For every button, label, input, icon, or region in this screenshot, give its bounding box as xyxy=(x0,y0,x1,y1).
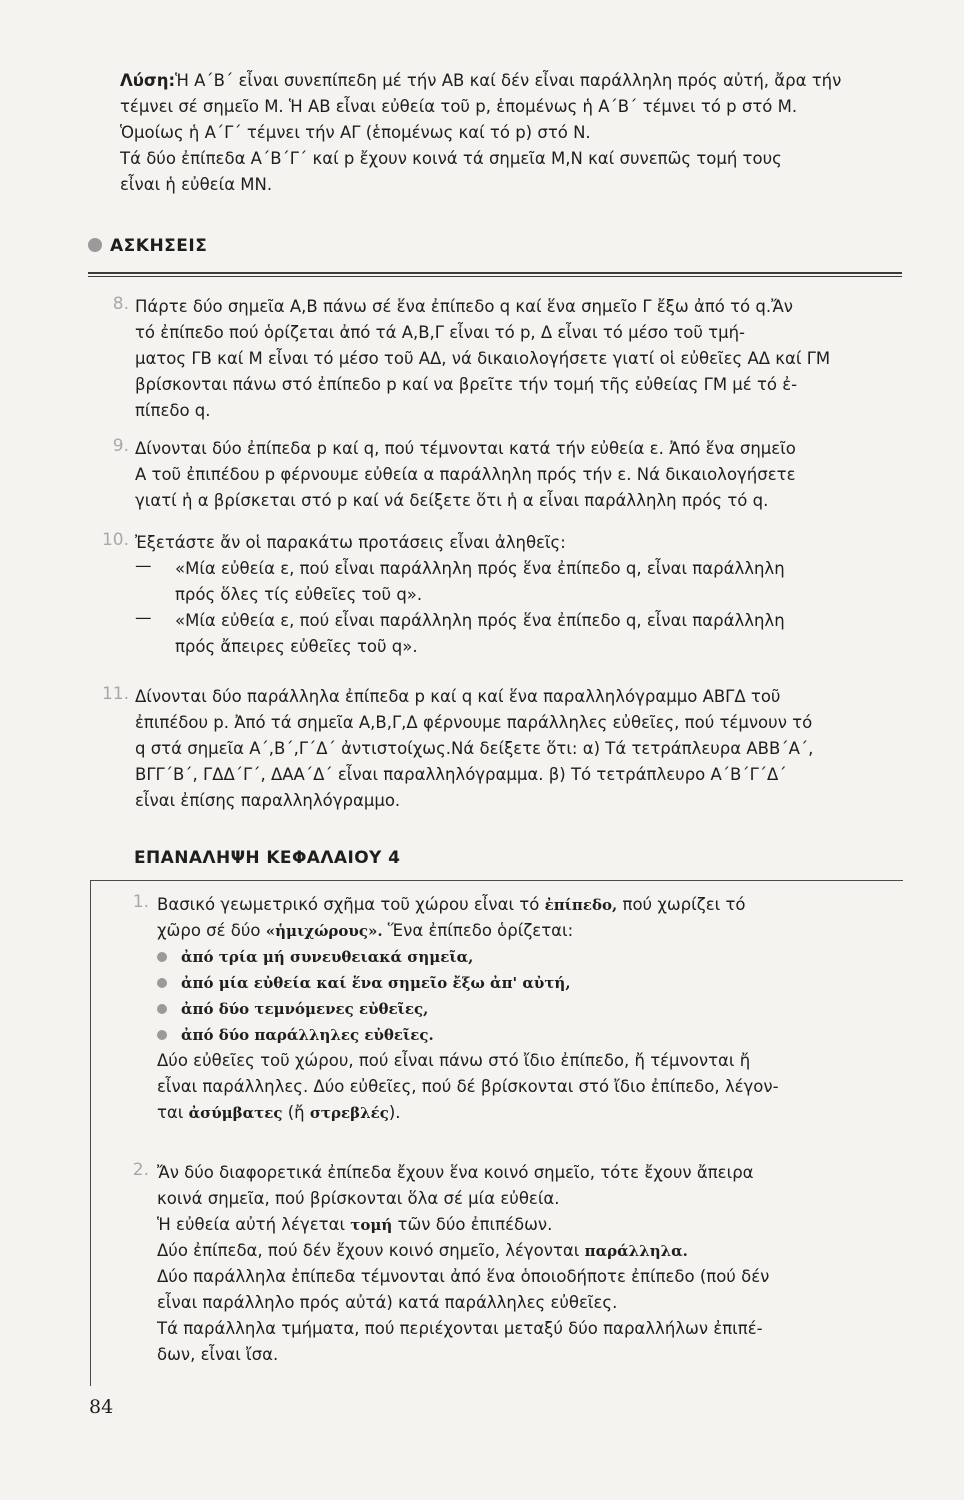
exercise-line: ΒΓΓ΄Β΄, ΓΔΔ΄Γ΄, ΔΑΑ΄Δ΄ εἶναι παραλληλόγραμμα. β) Τό τετράπλευρο Α΄Β΄Γ΄Δ΄ xyxy=(135,765,787,784)
review-line xyxy=(157,1212,902,1238)
text: χῶρο σέ δύο xyxy=(157,921,266,940)
solution-line-3: Ὁμοίως ἡ Α΄Γ΄ τέμνει τήν ΑΓ (ἑπομένως καί τό p) στό Ν. xyxy=(120,123,591,142)
bullet-item xyxy=(157,996,902,1022)
bullet-text: ἀπό τρία μή συνευθειακά σημεῖα, xyxy=(181,948,474,966)
term-bold: τομή xyxy=(350,1216,393,1234)
dash-item xyxy=(135,608,905,660)
dash-marker: — xyxy=(135,608,152,627)
text: Δύο ἐπίπεδα, πού δέν ἔχουν κοινό σημεῖο, λέγονται xyxy=(157,1241,585,1260)
exercise-line: «Μία εὐθεία ε, πού εἶναι παράλληλη πρός ἕνα ἐπίπεδο q, εἶναι παράλληλη xyxy=(175,611,785,630)
exercise-line: ἐπιπέδου p. Ἀπό τά σημεῖα Α,Β,Γ,Δ φέρνουμε παράλληλες εὐθεῖες, πού τέμνουν τό xyxy=(135,713,813,732)
exercise-line: Πάρτε δύο σημεῖα Α,Β πάνω σέ ἕνα ἐπίπεδο q καί ἕνα σημεῖο Γ ἔξω ἀπό τό q.Ἄν xyxy=(135,297,793,316)
exercise-line: Ἐξετάστε ἄν οἱ παρακάτω προτάσεις εἶναι ἀληθεῖς: xyxy=(135,533,566,552)
bullet-item xyxy=(157,1022,902,1048)
exercises-heading xyxy=(88,236,900,256)
review-line xyxy=(157,1238,902,1264)
exercise-10 xyxy=(101,530,905,660)
review-line: Τά παράλληλα τμήματα, πού περιέχονται μεταξύ δύο παραλλήλων ἐπιπέ- xyxy=(157,1319,763,1338)
exercise-line: Α τοῦ ἐπιπέδου p φέρνουμε εὐθεία α παράλληλη πρός τήν ε. Νά δικαιολογήσετε xyxy=(135,465,796,484)
exercise-line: ματος ΓΒ καί Μ εἶναι τό μέσο τοῦ ΑΔ, νά δικαιολογήσετε γιατί οἱ εὐθεῖες ΑΔ καί ΓΜ xyxy=(135,349,831,368)
exercise-line: Δίνονται δύο ἐπίπεδα p καί q, πού τέμνονται κατά τήν εὐθεία ε. Ἀπό ἕνα σημεῖο xyxy=(135,439,796,458)
review-line xyxy=(157,918,902,944)
review-line: Ἄν δύο διαφορετικά ἐπίπεδα ἔχουν ἕνα κοινό σημεῖο, τότε ἔχουν ἄπειρα xyxy=(157,1163,754,1182)
bullet-item xyxy=(157,944,902,970)
term-bold: ἐπίπεδο, xyxy=(544,896,618,914)
text: ται xyxy=(157,1103,189,1122)
text: Βασικό γεωμετρικό σχῆμα τοῦ χώρου εἶναι τό xyxy=(157,895,545,914)
solution-label: Λύση: xyxy=(120,71,176,90)
solution-paragraph xyxy=(120,68,910,198)
exercise-number: 10. xyxy=(101,530,129,550)
review-number: 2. xyxy=(132,1160,149,1180)
section-divider xyxy=(88,272,902,277)
review-line: εἶναι παράλληλες. Δύο εὐθεῖες, πού δέ βρίσκονται στό ἴδιο ἐπίπεδο, λέγον- xyxy=(157,1077,779,1096)
bullet-icon xyxy=(157,978,167,988)
text: ). xyxy=(388,1103,401,1122)
dash-item xyxy=(135,556,905,608)
page-number: 84 xyxy=(89,1396,114,1418)
exercise-line: τό ἐπίπεδο πού ὁρίζεται ἀπό τά Α,Β,Γ εἶναι τό p, Δ εἶναι τό μέσο τοῦ τμή- xyxy=(135,323,746,342)
review-number: 1. xyxy=(132,892,149,912)
text: Ἕνα ἐπίπεδο ὁρίζεται: xyxy=(382,921,574,940)
solution-line-2: τέμνει σέ σημεῖο Μ. Ἡ ΑΒ εἶναι εὐθεία τοῦ p, ἑπομένως ἡ Α΄Β΄ τέμνει τό p στό Μ. xyxy=(120,97,798,116)
exercise-11 xyxy=(101,684,905,814)
solution-line-4: Τά δύο ἐπίπεδα Α΄Β΄Γ΄ καί p ἔχουν κοινά τά σημεῖα Μ,Ν καί συνεπῶς τομή τους xyxy=(120,149,782,168)
bullet-icon xyxy=(157,1030,167,1040)
text: τῶν δύο ἐπιπέδων. xyxy=(392,1215,553,1234)
exercise-line: πρός ἄπειρες εὐθεῖες τοῦ q». xyxy=(175,637,418,656)
text: πού χωρίζει τό xyxy=(617,895,746,914)
exercise-line: Δίνονται δύο παράλληλα ἐπίπεδα p καί q καί ἕνα παραλληλόγραμμο ΑΒΓΔ τοῦ xyxy=(135,687,781,706)
exercise-number: 8. xyxy=(112,294,129,314)
text: (ἤ xyxy=(282,1103,310,1122)
exercise-line: πρός ὅλες τίς εὐθεῖες τοῦ q». xyxy=(175,585,423,604)
exercise-8 xyxy=(112,294,905,424)
term-bold: ἀσύμβατες xyxy=(188,1104,283,1122)
term-bold: «ἡμιχώρους». xyxy=(265,922,383,940)
bullet-text: ἀπό δύο τεμνόμενες εὐθεῖες, xyxy=(181,1000,429,1018)
solution-line-1 xyxy=(120,68,910,94)
exercise-number: 9. xyxy=(112,436,129,456)
exercise-number: 11. xyxy=(101,684,129,704)
review-line xyxy=(157,892,902,918)
bullet-text: ἀπό μία εὐθεία καί ἕνα σημεῖο ἔξω ἀπ' αὐτή, xyxy=(181,974,571,992)
review-item-2 xyxy=(132,1160,902,1368)
exercise-line: πίπεδο q. xyxy=(135,401,211,420)
exercise-9 xyxy=(112,436,905,514)
review-line: Δύο παράλληλα ἐπίπεδα τέμνονται ἀπό ἕνα ὁποιοδήποτε ἐπίπεδο (πού δέν xyxy=(157,1267,770,1286)
exercise-line: βρίσκονται πάνω στό ἐπίπεδο p καί να βρεῖτε τήν τομή τῆς εὐθείας ΓΜ μέ τό ἐ- xyxy=(135,375,798,394)
exercise-line: «Μία εὐθεία ε, πού εἶναι παράλληλη πρός ἕνα ἐπίπεδο q, εἶναι παράλληλη xyxy=(175,559,785,578)
solution-text: Ἡ Α΄Β΄ εἶναι συνεπίπεδη μέ τήν ΑΒ καί δέν εἶναι παράλληλη πρός αὐτή, ἄρα τήν xyxy=(175,71,842,90)
bullet-icon xyxy=(157,1004,167,1014)
exercise-line: γιατί ἡ α βρίσκεται στό p καί νά δείξετε ὅτι ἡ α εἶναι παράλληλη πρός τό q. xyxy=(135,491,769,510)
review-item-1 xyxy=(132,892,902,1126)
review-line: εἶναι παράλληλο πρός αὐτά) κατά παράλληλες εὐθεῖες. xyxy=(157,1293,618,1312)
bullet-text: ἀπό δύο παράλληλες εὐθεῖες. xyxy=(181,1026,434,1044)
review-line xyxy=(157,1100,902,1126)
bullet-item xyxy=(157,970,902,996)
review-line: κοινά σημεῖα, πού βρίσκονται ὅλα σέ μία εὐθεία. xyxy=(157,1189,560,1208)
bullet-icon xyxy=(157,952,167,962)
dash-marker: — xyxy=(135,556,152,575)
exercise-line: εἶναι ἐπίσης παραλληλόγραμμο. xyxy=(135,791,401,810)
text: Ἡ εὐθεία αὐτή λέγεται xyxy=(157,1215,351,1234)
exercise-line: q στά σημεῖα Α΄,Β΄,Γ΄Δ΄ ἀντιστοίχως.Νά δείξετε ὅτι: α) Τά τετράπλευρα ΑΒΒ΄Α΄, xyxy=(135,739,814,758)
review-line: Δύο εὐθεῖες τοῦ χώρου, πού εἶναι πάνω στό ἴδιο ἐπίπεδο, ἤ τέμνονται ἤ xyxy=(157,1051,751,1070)
term-bold: στρεβλές xyxy=(309,1104,389,1122)
bullet-icon xyxy=(88,238,102,252)
solution-line-5: εἶναι ἡ εὐθεία ΜΝ. xyxy=(120,175,273,194)
exercises-heading-text: ΑΣΚΗΣΕΙΣ xyxy=(110,236,208,256)
review-heading: ΕΠΑΝΑΛΗΨΗ ΚΕΦΑΛΑΙΟΥ 4 xyxy=(134,848,401,868)
review-line: δων, εἶναι ἴσα. xyxy=(157,1345,279,1364)
term-bold: παράλληλα. xyxy=(584,1242,688,1260)
